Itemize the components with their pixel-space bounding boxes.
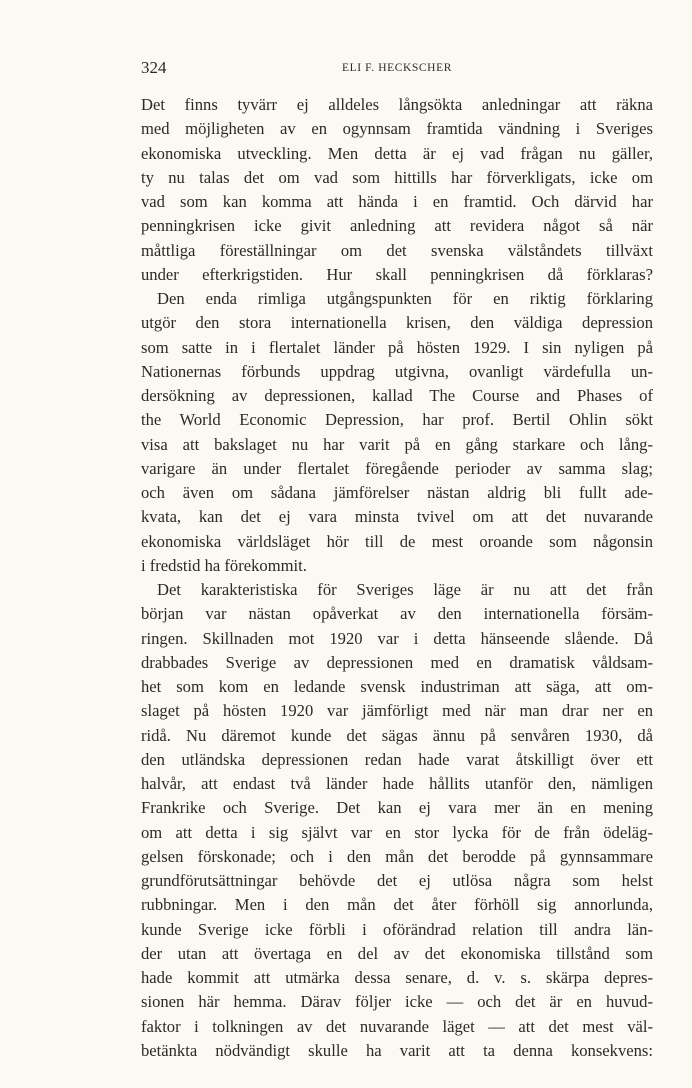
text-line: ty nu talas det om vad som hittills har förverkligats, icke om (141, 167, 653, 187)
text-line: varigare än under flertalet föregående perioder av samma slag; (141, 458, 653, 478)
text-line: dersökning av depressionen, kallad The Course and Phases of (141, 386, 653, 405)
text-line: i fredstid ha förekommit. (141, 555, 307, 575)
text-line: drabbades Sverige av depressionen med en dramatisk våldsam- (141, 652, 653, 672)
text-line: Det finns tyvärr ej alldeles långsökta anledningar att räkna (141, 95, 653, 114)
text-line: som satte in i flertalet länder på hösten 1929. I sin nyligen på (141, 337, 653, 357)
text-line: utgör den stora internationella krisen, den väldiga depression (141, 313, 653, 333)
text-line: Nationernas förbunds uppdrag utgivna, ovanligt värdefulla un- (141, 361, 653, 381)
text-line: grundförutsättningar behövde det ej utlösa några som helst (141, 871, 653, 890)
text-line: ringen. Skillnaden mot 1920 var i detta hänseende slående. Då (141, 628, 653, 648)
text-line: rubbningar. Men i den mån det åter förhöll sig annorlunda, (141, 895, 653, 915)
text-line: måttliga föreställningar om det svenska välståndets tillväxt (141, 240, 653, 260)
text-line: med möjligheten av en ogynnsam framtida vändning i Sveriges (141, 119, 653, 139)
text-line: faktor i tolkningen av det nuvarande läget — att det mest väl- (141, 1016, 653, 1036)
text-line: Det karakteristiska för Sveriges läge är nu att det från (157, 580, 653, 599)
body-text (141, 93, 653, 1063)
text-line: Den enda rimliga utgångspunkten för en riktig förklaring (157, 289, 653, 308)
text-line: halvår, att endast två länder hade hållits utanför den, nämligen (141, 774, 653, 793)
text-line: ekonomiska utveckling. Men detta är ej vad frågan nu gäller, (141, 143, 653, 163)
text-line: betänkta nödvändigt skulle ha varit att ta denna konsekvens: (141, 1040, 653, 1060)
text-line: ekonomiska världsläget hör till de mest oroande som någonsin (141, 531, 653, 551)
text-line: slaget på hösten 1920 var jämförligt med när man drar ner en (141, 701, 653, 721)
text-line: kunde Sverige icke förbli i oförändrad relation till andra län- (141, 919, 653, 939)
text-line: sionen här hemma. Därav följer icke — och det är en huvud- (141, 992, 653, 1012)
running-head: ELI F. HECKSCHER (342, 62, 452, 74)
text-line: vad som kan komma att hända i en framtid. Och därvid har (141, 192, 653, 211)
text-line: the World Economic Depression, har prof. Bertil Ohlin sökt (141, 410, 653, 430)
text-line: gelsen förskonade; och i den mån det berodde på gynnsammare (141, 846, 653, 866)
text-line: Frankrike och Sverige. Det kan ej vara mer än en mening (141, 798, 653, 818)
text-line: ridå. Nu däremot kunde det sägas ännu på senvåren 1930, då (141, 725, 653, 745)
text-line: om att detta i sig självt var en stor lycka för de från ödeläg- (141, 822, 653, 842)
text-line: och även om sådana jämförelser nästan aldrig bli fullt ade- (141, 483, 653, 502)
text-line: början var nästan opåverkat av den internationella försäm- (141, 604, 653, 624)
text-line: het som kom en ledande svensk industriman att säga, att om- (141, 677, 653, 696)
text-line: under efterkrigstiden. Hur skall penningkrisen då förklaras? (141, 264, 653, 284)
text-line: visa att bakslaget nu har varit på en gång starkare och lång- (141, 434, 653, 454)
text-line: den utländska depressionen redan hade varat åtskilligt över ett (141, 749, 653, 769)
page-header (141, 58, 653, 84)
text-line: der utan att övertaga en del av det ekonomiska tillstånd som (141, 943, 653, 963)
text-line: kvata, kan det ej vara minsta tvivel om att det nuvarande (141, 507, 653, 527)
text-line: penningkrisen icke givit anledning att revidera något så när (141, 216, 653, 236)
page-number: 324 (141, 58, 167, 77)
text-line: hade kommit att utmärka dessa senare, d. v. s. skärpa depres- (141, 968, 653, 987)
